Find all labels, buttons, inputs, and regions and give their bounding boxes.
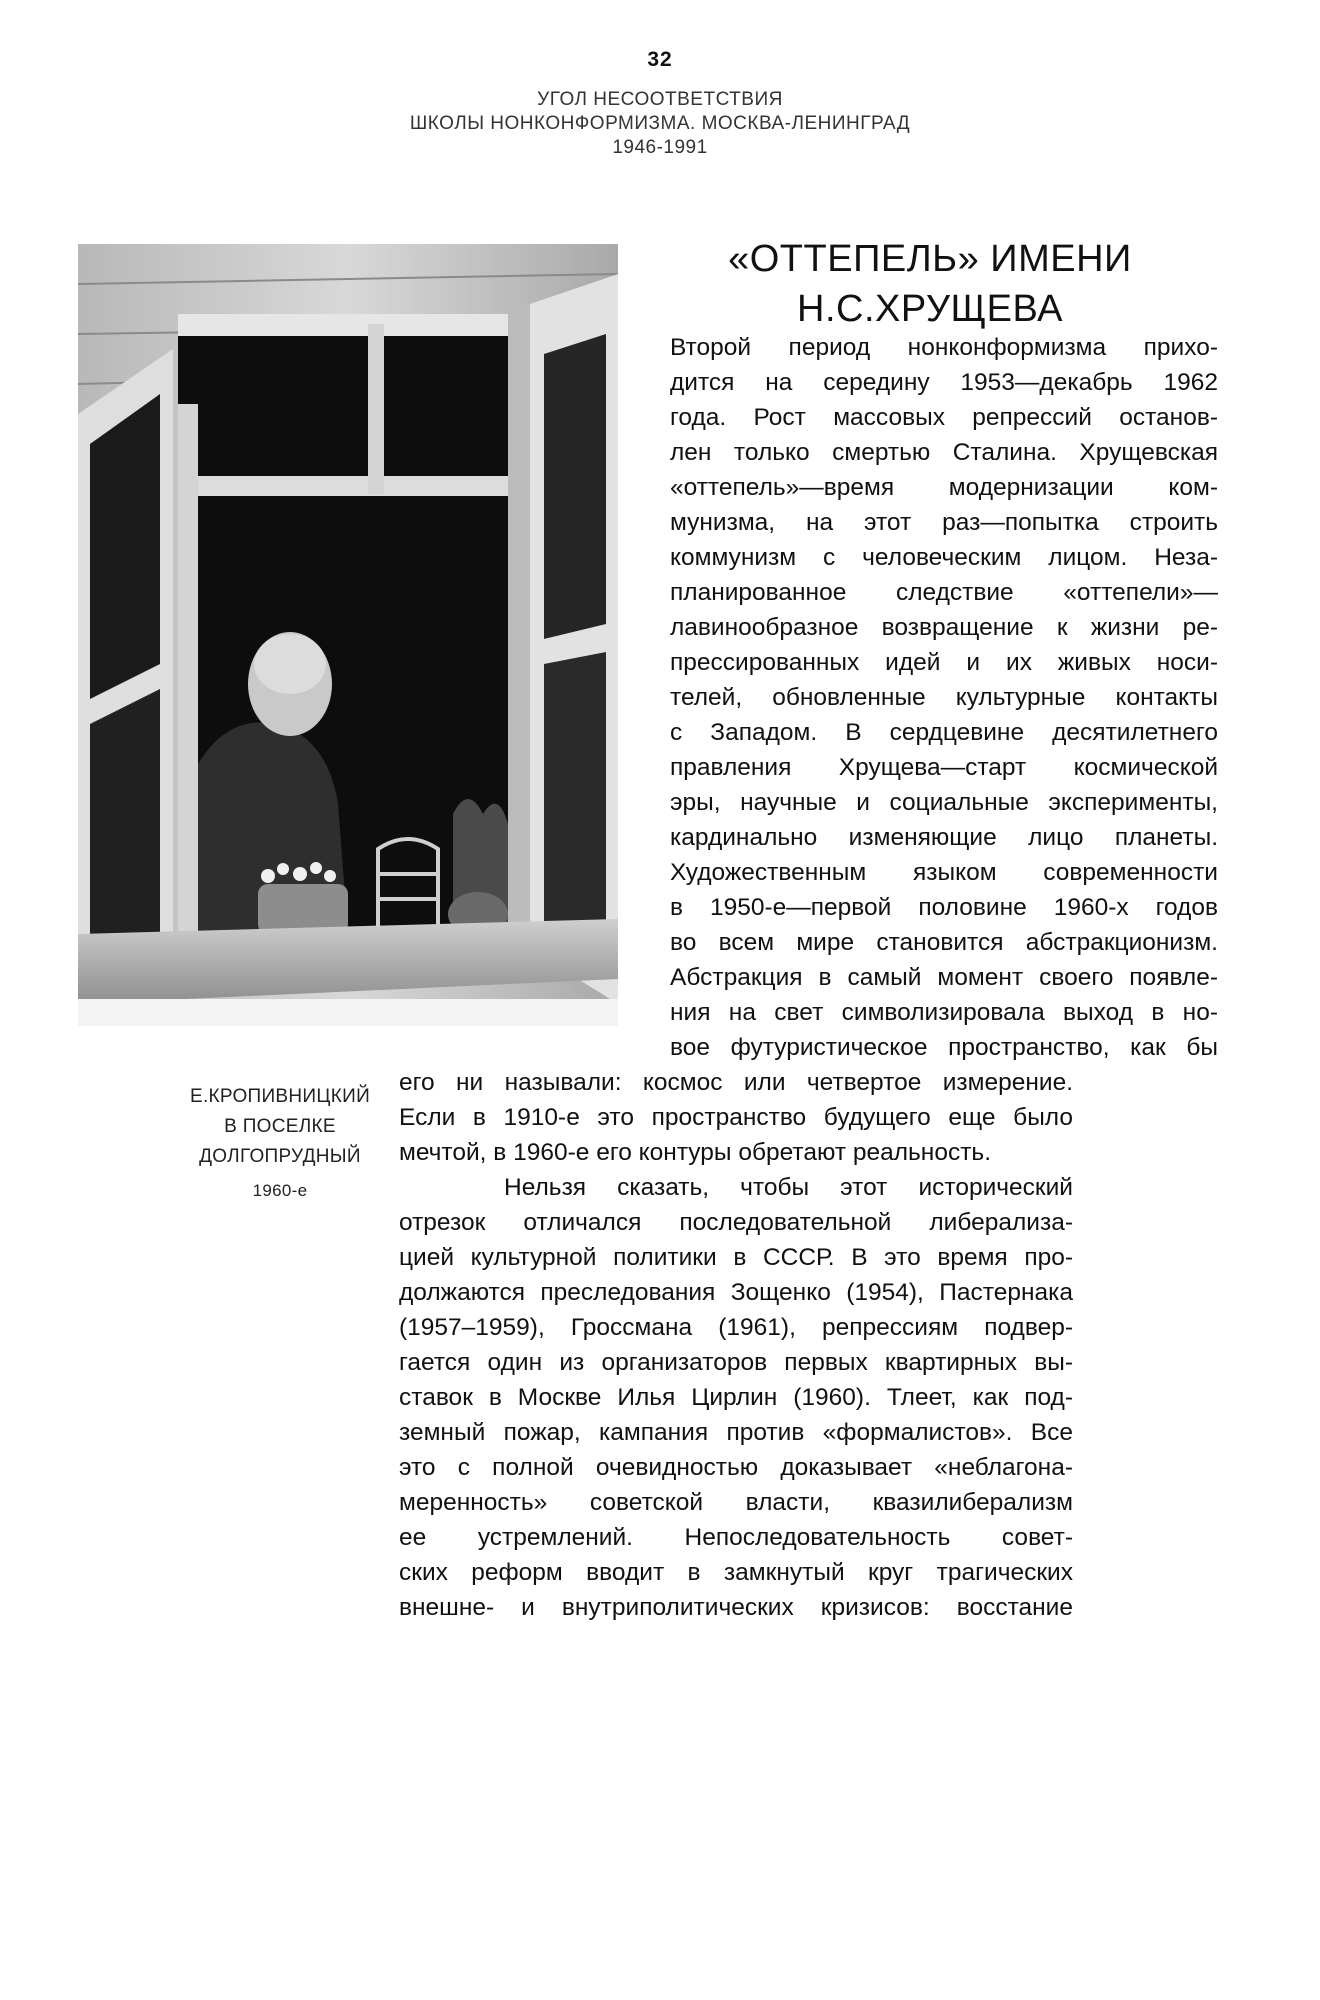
text-line: (1957–1959), Гроссмана (1961), репрессиям подвер- bbox=[399, 1314, 1073, 1341]
text-line: «оттепель»—время модернизации ком- bbox=[670, 474, 1218, 501]
book-title-line-1: УГОЛ НЕСООТВЕТСТВИЯ bbox=[537, 89, 783, 110]
text-line: Второй период нонконформизма прихо- bbox=[670, 334, 1218, 361]
text-line: правления Хрущева—старт космической bbox=[670, 754, 1218, 781]
text-line: дится на середину 1953—декабрь 1962 bbox=[670, 369, 1218, 396]
text-line: лен только смертью Сталина. Хрущевская bbox=[670, 439, 1218, 466]
photograph-icon bbox=[78, 244, 618, 1026]
caption-date: 1960-е bbox=[252, 1181, 308, 1200]
running-head bbox=[0, 88, 1320, 160]
text-line: мечтой, в 1960-е его контуры обретают реальность. bbox=[399, 1139, 991, 1166]
text-line: года. Рост массовых репрессий останов- bbox=[670, 404, 1218, 431]
section-title bbox=[640, 234, 1220, 334]
text-line: отрезок отличался последовательной либерализа- bbox=[399, 1209, 1073, 1236]
page-number: 32 bbox=[647, 48, 673, 71]
text-line: ния на свет символизировала выход в но- bbox=[670, 999, 1218, 1026]
text-line: планированное следствие «оттепели»— bbox=[670, 579, 1218, 606]
section-title-line-2: Н.С.ХРУЩЕВА bbox=[797, 288, 1063, 330]
text-line: ских реформ вводит в замкнутый круг трагических bbox=[399, 1559, 1073, 1586]
text-line: ее устремлений. Непоследовательность совет- bbox=[399, 1524, 1073, 1551]
text-line: в 1950-е—первой половине 1960-х годов bbox=[670, 894, 1218, 921]
photograph bbox=[78, 244, 618, 1026]
text-line: Если в 1910-е это пространство будущего еще было bbox=[399, 1104, 1073, 1131]
text-line: телей, обновленные культурные контакты bbox=[670, 684, 1218, 711]
text-line: ставок в Москве Илья Цирлин (1960). Тлеет, как под- bbox=[399, 1384, 1073, 1411]
caption-line-3: ДОЛГОПРУДНЫЙ bbox=[199, 1146, 361, 1167]
text-line: внешне- и внутриполитических кризисов: восстание bbox=[399, 1594, 1073, 1621]
text-line: это с полной очевидностью доказывает «неблагона- bbox=[399, 1454, 1073, 1481]
caption-line-2: В ПОСЕЛКЕ bbox=[224, 1116, 336, 1137]
text-line: мунизма, на этот раз—попытка строить bbox=[670, 509, 1218, 536]
book-title-line-3: 1946-1991 bbox=[612, 137, 708, 158]
text-line: кардинально изменяющие лицо планеты. bbox=[670, 824, 1218, 851]
text-line: вое футуристическое пространство, как бы bbox=[670, 1034, 1218, 1061]
text-line: прессированных идей и их живых носи- bbox=[670, 649, 1218, 676]
caption-line-1: Е.КРОПИВНИЦКИЙ bbox=[189, 1086, 371, 1107]
text-line: Художественным языком современности bbox=[670, 859, 1218, 886]
text-line: Абстракция в самый момент своего появле- bbox=[670, 964, 1218, 991]
text-line: с Западом. В сердцевине десятилетнего bbox=[670, 719, 1218, 746]
text-line: эры, научные и социальные эксперименты, bbox=[670, 789, 1218, 816]
text-line: земный пожар, кампания против «формалистов». Все bbox=[399, 1419, 1073, 1446]
book-title-line-2: ШКОЛЫ НОНКОНФОРМИЗМА. МОСКВА-ЛЕНИНГРАД bbox=[409, 113, 911, 134]
text-line: лавинообразное возвращение к жизни ре- bbox=[670, 614, 1218, 641]
text-line: гается один из организаторов первых квартирных вы- bbox=[399, 1349, 1073, 1376]
text-line: его ни называли: космос или четвертое измерение. bbox=[399, 1069, 1073, 1096]
text-line: коммунизм с человеческим лицом. Неза- bbox=[670, 544, 1218, 571]
text-line: Нельзя сказать, чтобы этот исторический bbox=[504, 1174, 1073, 1201]
text-line: цией культурной политики в СССР. В это время про- bbox=[399, 1244, 1073, 1271]
text-line: меренность» советской власти, квазилиберализм bbox=[399, 1489, 1073, 1516]
photo-caption bbox=[160, 1082, 400, 1206]
text-line: во всем мире становится абстракционизм. bbox=[670, 929, 1218, 956]
text-line: должаются преследования Зощенко (1954), Пастернака bbox=[399, 1279, 1073, 1306]
section-title-line-1: «ОТТЕПЕЛЬ» ИМЕНИ bbox=[728, 238, 1132, 280]
